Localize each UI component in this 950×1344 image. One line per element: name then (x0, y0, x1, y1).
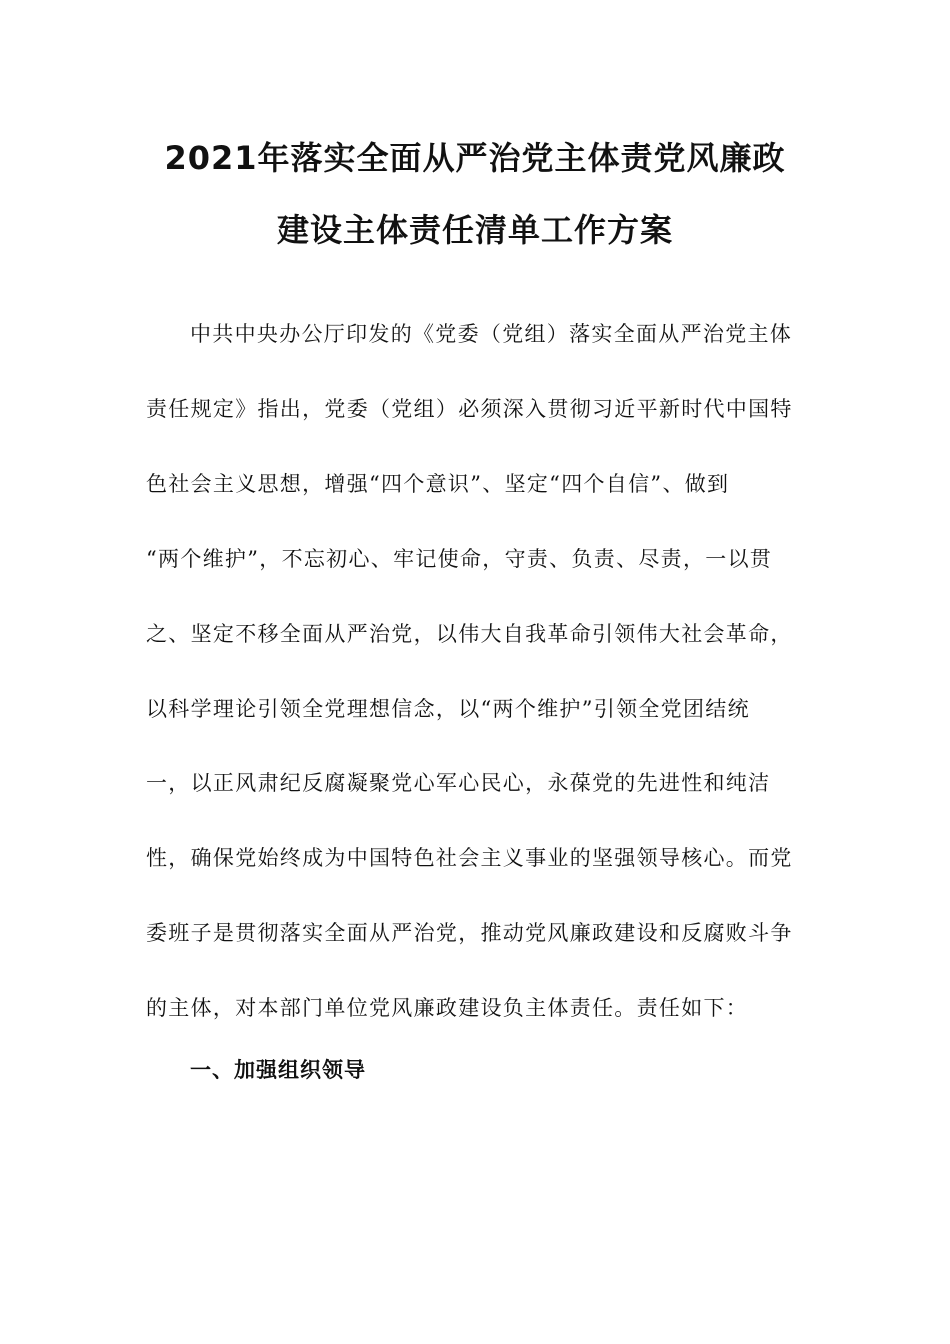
paragraph-line-7: 一，以正风肃纪反腐凝聚党心军心民心，永葆党的先进性和纯洁 (146, 771, 771, 795)
paragraph-line-4: “两个维护”，不忘初心、牢记使命，守责、负责、尽责，一以贯 (146, 547, 773, 571)
paragraph-line-9: 委班子是贯彻落实全面从严治党，推动党风廉政建设和反腐败斗争 (146, 921, 793, 945)
document-title-line-1: 2021年落实全面从严治党主体责党风廉政 (164, 139, 786, 177)
paragraph-line-2: 责任规定》指出，党委（党组）必须深入贯彻习近平新时代中国特 (146, 397, 793, 421)
paragraph-line-10: 的主体，对本部门单位党风廉政建设负主体责任。责任如下： (146, 996, 749, 1020)
document-title-line-2: 建设主体责任清单工作方案 (276, 211, 673, 249)
paragraph-line-8: 性，确保党始终成为中国特色社会主义事业的坚强领导核心。而党 (146, 846, 793, 870)
paragraph-line-3: 色社会主义思想，增强“四个意识”、坚定“四个自信”、做到 (146, 472, 730, 496)
paragraph-line-6: 以科学理论引领全党理想信念，以“两个维护”引领全党团结统 (146, 697, 750, 721)
paragraph-line-1: 中共中央办公厅印发的《党委（党组）落实全面从严治党主体 (190, 322, 793, 346)
section-heading: 一、加强组织领导 (190, 1058, 366, 1082)
paragraph-line-5: 之、坚定不移全面从严治党，以伟大自我革命引领伟大社会革命， (146, 622, 793, 646)
